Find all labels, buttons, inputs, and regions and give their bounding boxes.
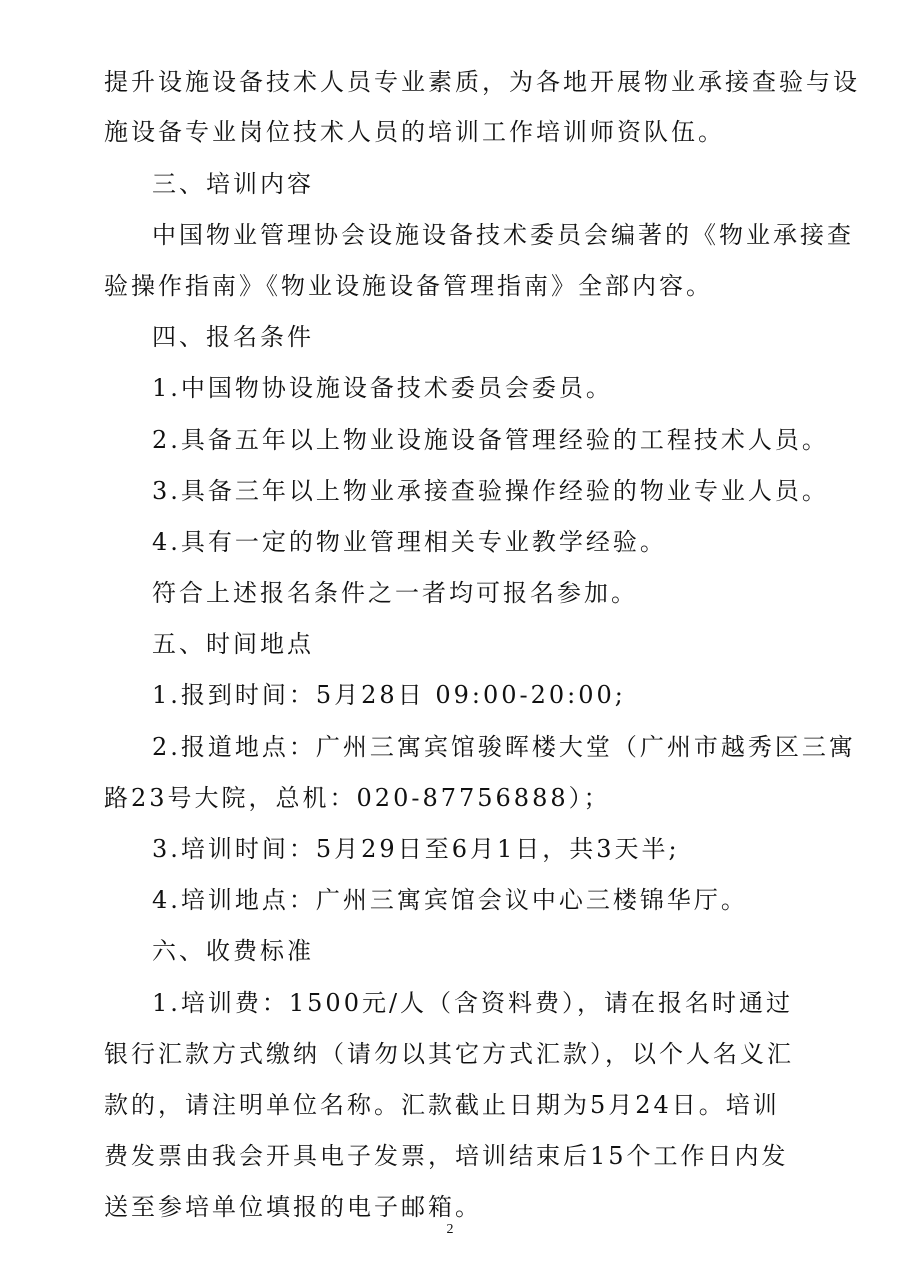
paragraph-line: 施设备专业岗位技术人员的培训工作培训师资队伍。 xyxy=(104,118,725,146)
page-number: 2 xyxy=(446,1222,454,1237)
paragraph-line: 提升设施设备技术人员专业素质，为各地开展物业承接查验与设 xyxy=(104,68,860,96)
paragraph-line: 送至参培单位填报的电子邮箱。 xyxy=(104,1193,482,1221)
section-heading-fees: 六、收费标准 xyxy=(152,937,314,965)
list-item: 2.具备五年以上物业设施设备管理经验的工程技术人员。 xyxy=(152,426,829,454)
list-item: 3.具备三年以上物业承接查验操作经验的物业专业人员。 xyxy=(152,477,829,505)
list-item: 4.培训地点：广州三寓宾馆会议中心三楼锦华厅。 xyxy=(152,886,748,914)
list-item: 1.培训费：1500元/人（含资料费），请在报名时通过 xyxy=(152,989,794,1017)
list-item: 1.报到时间：5月28日 09:00-20:00; xyxy=(152,681,626,709)
paragraph-line: 路23号大院，总机：020-87756888）； xyxy=(104,784,611,812)
paragraph-line: 银行汇款方式缴纳（请勿以其它方式汇款），以个人名义汇 xyxy=(104,1040,794,1068)
section-heading-time-place: 五、时间地点 xyxy=(152,630,314,658)
section-heading-training-content: 三、培训内容 xyxy=(152,170,314,198)
paragraph-line: 符合上述报名条件之一者均可报名参加。 xyxy=(152,579,638,607)
list-item: 3.培训时间：5月29日至6月1日，共3天半; xyxy=(152,835,680,863)
paragraph-line: 中国物业管理协会设施设备技术委员会编著的《物业承接查 xyxy=(152,221,854,249)
paragraph-line: 款的，请注明单位名称。汇款截止日期为5月24日。培训 xyxy=(104,1091,780,1119)
list-item: 4.具有一定的物业管理相关专业教学经验。 xyxy=(152,528,667,556)
list-item: 1.中国物协设施设备技术委员会委员。 xyxy=(152,374,613,402)
paragraph-line: 验操作指南》《物业设施设备管理指南》全部内容。 xyxy=(104,272,713,300)
list-item: 2.报道地点：广州三寓宾馆骏晖楼大堂（广州市越秀区三寓 xyxy=(152,733,856,761)
section-heading-registration: 四、报名条件 xyxy=(152,323,314,351)
paragraph-line: 费发票由我会开具电子发票，培训结束后15个工作日内发 xyxy=(104,1142,789,1170)
